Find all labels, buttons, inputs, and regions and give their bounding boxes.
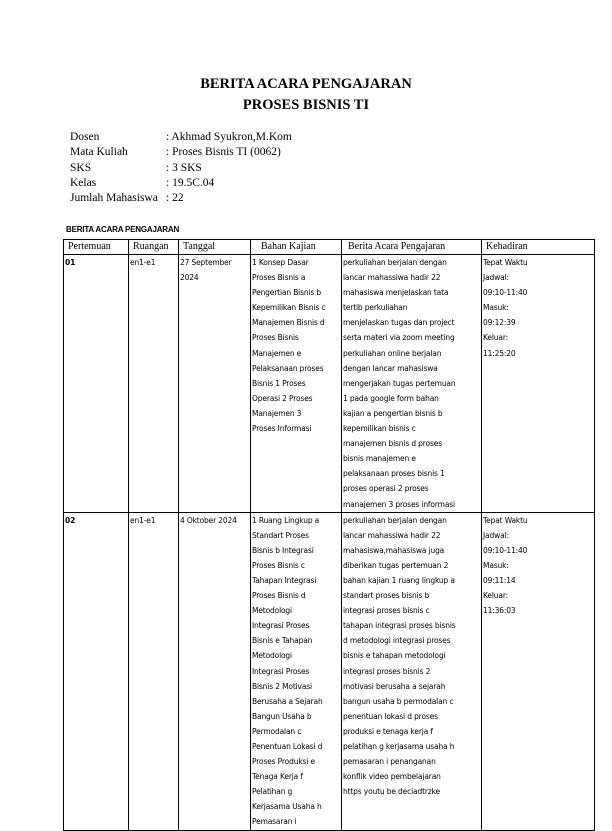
berita-acara-line: diberikan tugas pertemuan 2 [343, 560, 449, 570]
table-header-row [64, 240, 595, 255]
info-value: : Akhmad Syukron,M.Kom [166, 131, 292, 143]
bahan-kajian-line: Tenaga Kerja f [252, 772, 303, 782]
kehadiran-line: Tepat Waktu [483, 515, 528, 525]
cell-bahan-kajian [251, 512, 342, 830]
cell-pertemuan [64, 255, 129, 513]
berita-acara-line: mengerjakan tugas pertemuan [343, 378, 456, 388]
berita-acara-line: perkuliahan berjalan dengan [343, 515, 447, 525]
berita-acara-line: pemasaran i penanganan [343, 757, 436, 767]
berita-acara-line: penentuan lokasi d proses [343, 711, 438, 721]
cell-kehadiran [482, 255, 595, 513]
cell-berita-acara [342, 512, 482, 830]
tanggal-line: 27 September [180, 258, 232, 267]
bahan-kajian-line: Bisnis 1 Proses [252, 378, 306, 388]
berita-acara-line: serta materi via zoom meeting [343, 333, 455, 343]
kehadiran-line: Masuk: [483, 560, 509, 570]
info-label: Kelas [70, 176, 97, 189]
info-value: : Proses Bisnis TI (0062) [166, 146, 281, 159]
kehadiran-line: Jadwal: [483, 273, 509, 283]
berita-acara-line: proses operasi 2 proses [343, 484, 429, 494]
kehadiran-line: 09:11:14 [483, 575, 516, 585]
info-row-kelas [70, 176, 292, 191]
info-row-sks [70, 161, 292, 176]
header-pertemuan: Pertemuan [64, 240, 129, 255]
ruangan-value: en1-e1 [130, 515, 156, 525]
berita-acara-line: bahan kajian 1 ruang lingkup a [343, 575, 455, 585]
kehadiran-line: 09:10-11:40 [483, 545, 528, 555]
berita-acara-line: mahasiswa menjelaskan tata [343, 288, 449, 298]
bahan-kajian-line: 1 Konsep Dasar [252, 258, 309, 267]
berita-acara-line: 1 pada google form bahan [343, 393, 439, 403]
kehadiran-line: 09:12:39 [483, 318, 516, 328]
ruangan-value: en1-e1 [130, 258, 156, 267]
info-label: Mata Kuliah [70, 146, 128, 159]
bahan-kajian-line: Manajemen Bisnis d [252, 318, 325, 328]
bahan-kajian-line: Tahapan Integrasi [252, 575, 317, 585]
kehadiran-line: Masuk: [483, 303, 509, 313]
bahan-kajian-line: Manajemen e [252, 348, 302, 358]
bahan-kajian-line: Berusaha a Sejarah [252, 696, 323, 706]
tanggal-line: 4 Oktober 2024 [180, 515, 237, 525]
cell-ruangan [129, 255, 179, 513]
cell-pertemuan [64, 512, 129, 830]
berita-acara-line: pelatihan g kerjasama usaha h [343, 742, 455, 751]
kehadiran-line: Jadwal: [483, 530, 509, 540]
berita-acara-line: kajian a pengertian bisnis b [343, 408, 443, 418]
info-label: SKS [70, 161, 92, 174]
bahan-kajian-line: Permodalan c [252, 726, 302, 736]
info-value: : 19.5C.04 [166, 176, 215, 189]
header-bahan-kajian: Bahan Kajian [251, 240, 342, 255]
info-value: : 22 [166, 192, 184, 205]
bahan-kajian-line: Pelaksanaan proses [252, 363, 324, 373]
bahan-kajian-line: 1 Ruang Lingkup a [252, 515, 320, 525]
kehadiran-line: 09:10-11:40 [483, 288, 528, 298]
kehadiran-line: 11:25:20 [483, 348, 516, 358]
header-ruangan: Ruangan [129, 240, 179, 255]
berita-acara-line: integrasi proses bisnis 2 [343, 666, 431, 676]
berita-acara-line: konflik video pembelajaran [343, 772, 441, 782]
bahan-kajian-line: Proses Produksi e [252, 757, 315, 767]
berita-acara-line: d metodologi integrasi proses [343, 636, 451, 646]
tanggal-line: 2024 [180, 273, 199, 283]
pertemuan-number: 01 [65, 258, 76, 267]
course-info [70, 130, 292, 206]
table-row [64, 255, 595, 513]
bahan-kajian-line: Integrasi Proses [252, 621, 310, 631]
info-value: : 3 SKS [166, 161, 202, 174]
bahan-kajian-line: Operasi 2 Proses [252, 393, 313, 403]
bahan-kajian-line: Proses Bisnis [252, 333, 299, 343]
bahan-kajian-line: Penentuan Lokasi d [252, 742, 323, 751]
kehadiran-line: Keluar: [483, 591, 509, 601]
bahan-kajian-line: Kerjasama Usaha h [252, 802, 322, 812]
bahan-kajian-line: Bisnis b Integrasi [252, 545, 314, 555]
bahan-kajian-line: Bangun Usaha b [252, 711, 312, 721]
berita-acara-line: lancar mahassiwa hadir 22 [343, 530, 441, 540]
bahan-kajian-line: Bisnis e Tahapan [252, 636, 313, 646]
bahan-kajian-line: Pengertian Bisnis b [252, 288, 322, 298]
section-title: BERITA ACARA PENGAJARAN [66, 225, 180, 234]
berita-acara-line: menjelaskan tugas dan project [343, 318, 455, 328]
cell-bahan-kajian [251, 255, 342, 513]
document-title: BERITA ACARA PENGAJARAN [200, 76, 412, 92]
berita-acara-line: tertib perkuliahan [343, 303, 408, 313]
bahan-kajian-line: Standart Proses [252, 530, 309, 540]
kehadiran-line: 11:36:03 [483, 606, 516, 616]
cell-tanggal [179, 255, 251, 513]
header-kehadiran: Kehadiran [482, 240, 595, 255]
berita-acara-line: dengan lancar mahasiswa [343, 363, 438, 373]
bahan-kajian-line: Pelatihan g [252, 787, 293, 797]
cell-tanggal [179, 512, 251, 830]
cell-ruangan [129, 512, 179, 830]
berita-acara-line: pelaksanaan proses bisnis 1 [343, 469, 445, 479]
berita-acara-line: https youtu be deciadtrzke [343, 787, 440, 797]
header-tanggal: Tanggal [179, 240, 251, 255]
bahan-kajian-line: Metodologi [252, 651, 292, 661]
berita-acara-line: lancar mahassiwa hadir 22 [343, 273, 441, 283]
berita-acara-line: kepemilikan bisnis c [343, 424, 416, 434]
kehadiran-line: Keluar: [483, 333, 509, 343]
cell-berita-acara [342, 255, 482, 513]
bahan-kajian-line: Kepemilikan Bisnis c [252, 303, 326, 313]
kehadiran-line: Tepat Waktu [483, 258, 528, 267]
info-label: Jumlah Mahasiswa [70, 192, 158, 205]
bahan-kajian-line: Pemasaran i [252, 817, 297, 827]
berita-acara-line: bisnis manajemen e [343, 454, 416, 464]
berita-acara-line: perkuliahan online berjalan [343, 348, 442, 358]
document-subtitle: PROSES BISNIS TI [242, 97, 370, 113]
berita-acara-line: mahasiswa,mahasiswa juga [343, 545, 445, 555]
teaching-record-table [63, 239, 595, 831]
berita-acara-line: perkuliahan berjalan dengan [343, 258, 447, 267]
info-row-dosen [70, 130, 292, 145]
cell-kehadiran [482, 512, 595, 830]
bahan-kajian-line: Proses Bisnis a [252, 273, 306, 283]
bahan-kajian-line: Proses Bisnis d [252, 591, 306, 601]
berita-acara-line: produksi e tenaga kerja f [343, 726, 433, 736]
bahan-kajian-line: Proses Bisnis c [252, 560, 305, 570]
berita-acara-line: bangun usaha b permodalan c [343, 696, 454, 706]
berita-acara-line: manajemen bisnis d proses [343, 439, 442, 449]
header-berita-acara: Berita Acara Pengajaran [342, 240, 482, 255]
bahan-kajian-line: Bisnis 2 Motivasi [252, 681, 312, 691]
berita-acara-line: integrasi proses bisnis c [343, 606, 430, 616]
berita-acara-line: bisnis e tahapan metodologi [343, 651, 446, 661]
info-row-mata-kuliah [70, 145, 292, 160]
pertemuan-number: 02 [65, 515, 76, 525]
berita-acara-line: standart proses bisnis b [343, 591, 430, 601]
berita-acara-line: tahapan integrasi proses bisnis [343, 621, 456, 631]
bahan-kajian-line: Proses Informasi [252, 424, 312, 434]
berita-acara-line: motivasi berusaha a sejarah [343, 681, 446, 691]
table-row [64, 512, 595, 830]
berita-acara-line: manajemen 3 proses informasi [343, 499, 455, 509]
bahan-kajian-line: Integrasi Proses [252, 666, 310, 676]
bahan-kajian-line: Metodologi [252, 606, 292, 616]
info-row-jumlah-mahasiswa [70, 191, 292, 206]
info-label: Dosen [70, 131, 100, 143]
bahan-kajian-line: Manajemen 3 [252, 408, 302, 418]
